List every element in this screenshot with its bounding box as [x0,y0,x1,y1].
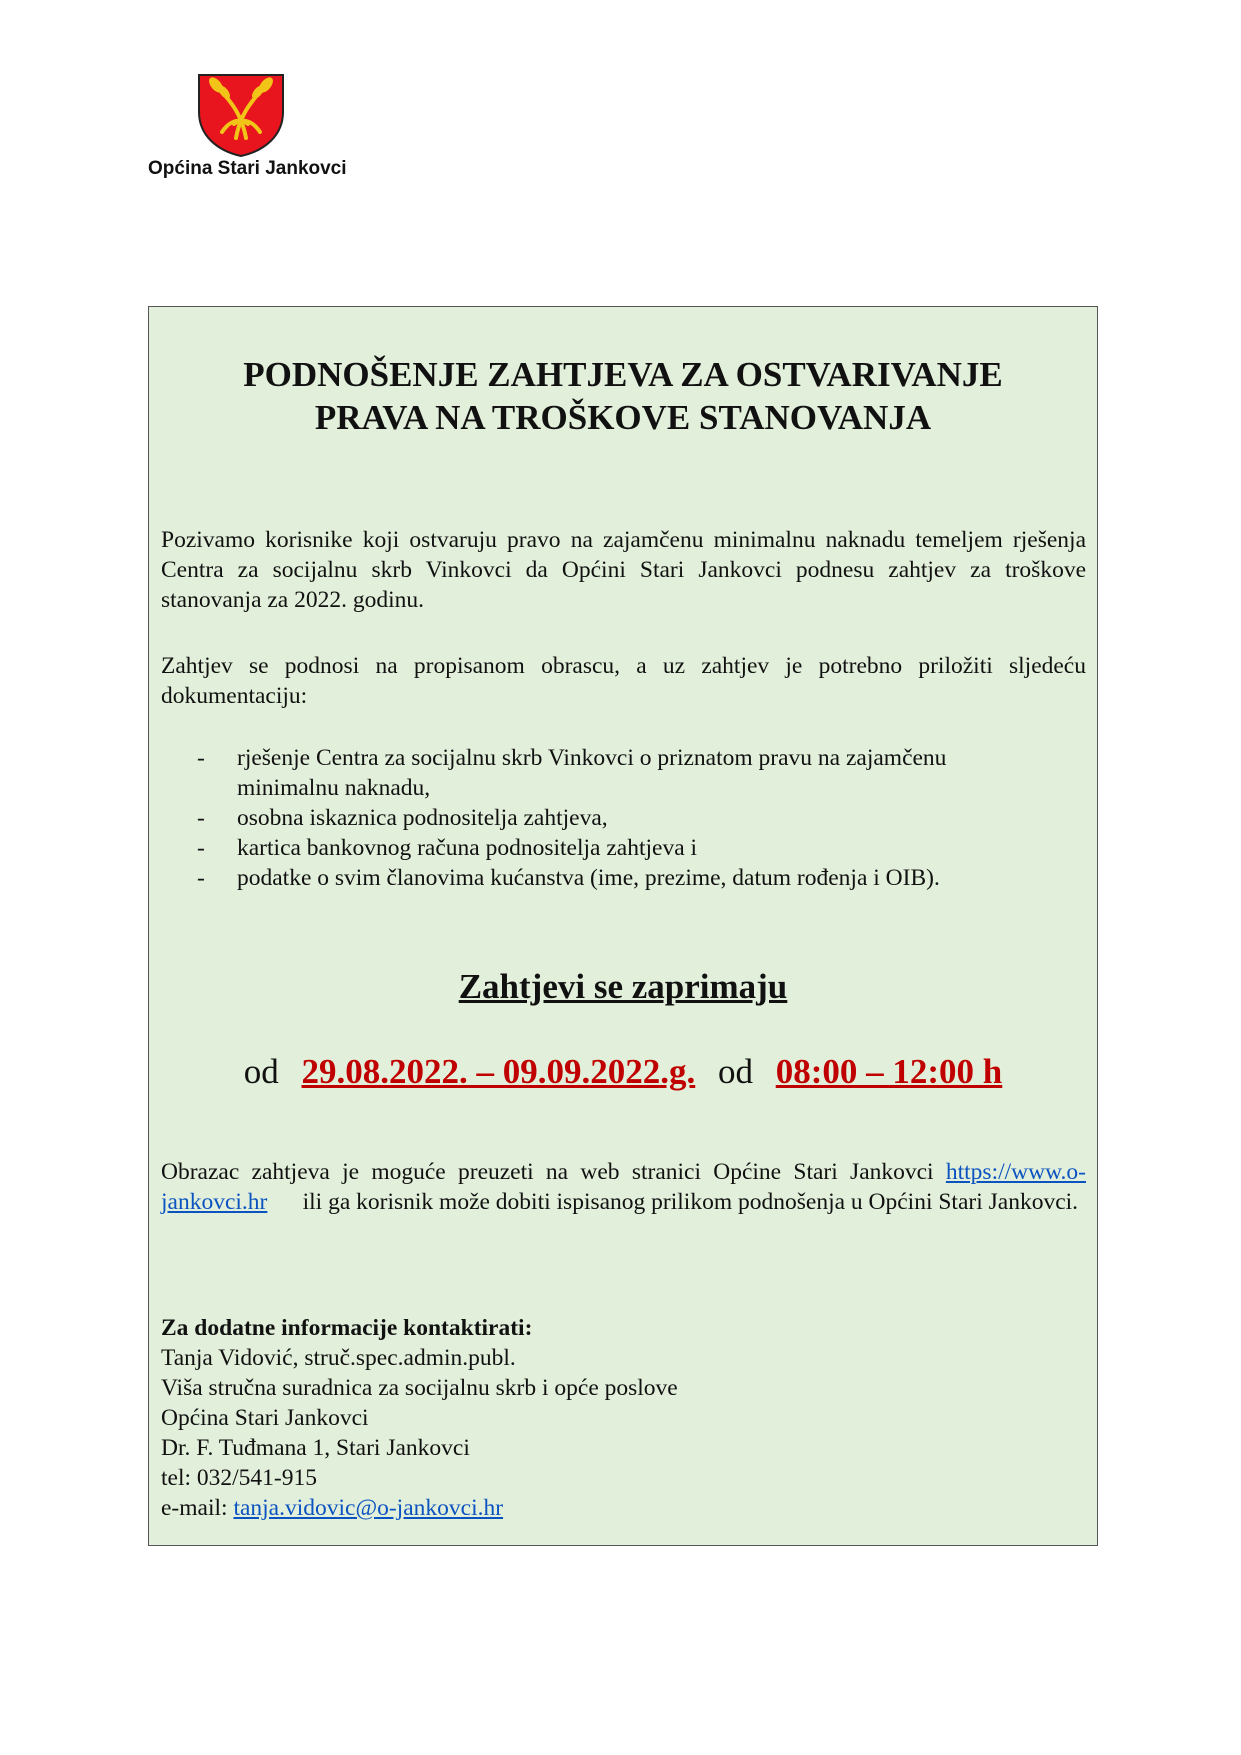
date-range-value: 29.08.2022. – 09.09.2022.g. [301,1052,696,1091]
contact-office: Općina Stari Jankovci [161,1405,369,1431]
documents-intro-paragraph: Zahtjev se podnosi na propisanom obrascu, a uz zahtjev je potrebno priložiti sljedeću dokumentaciju: [161,653,1086,709]
notice-title [149,353,1097,439]
list-item: - rješenje Centra za socijalnu skrb Vinkovci o priznatom pravu na zajamčenu minimalnu naknadu, [197,745,947,801]
date-prefix: od [243,1052,279,1091]
hours-value: 08:00 – 12:00 h [775,1052,1003,1091]
contact-name: Tanja Vidović, struč.spec.admin.publ. [161,1345,516,1371]
list-item: - podatke o svim članovima kućanstva (ime, prezime, datum rođenja i OIB). [197,865,940,891]
receive-heading: Zahtjevi se zaprimaju [458,967,788,1006]
email-label: e-mail: [161,1495,228,1521]
intro-paragraph: Pozivamo korisnike koji ostvaruju pravo na zajamčenu minimalnu naknadu temeljem rješenja Centra za socijalnu skrb Vinkovci da Općini Stari Jankovci podnesu zahtjev za troškove stanovanja za 2022. godinu. [161,527,1086,613]
list-bullet: - [197,745,205,771]
list-item: - osobna iskaznica podnositelja zahtjeva, [197,805,608,831]
hours-prefix: od [717,1052,753,1091]
list-bullet: - [197,865,205,891]
contact-address: Dr. F. Tuđmana 1, Stari Jankovci [161,1435,470,1461]
contact-heading: Za dodatne informacije kontaktirati: [161,1315,533,1341]
organization-name: Općina Stari Jankovci [148,158,347,179]
date-range [149,1052,1097,1092]
documents-list [197,743,1027,893]
website-link[interactable]: https://www.o-jankovci.hr [161,1159,1087,1215]
coat-of-arms-icon [196,72,286,158]
contact-phone: tel: 032/541-915 [161,1465,317,1491]
contact-block [161,1313,1086,1523]
list-item: - kartica bankovnog računa podnositelja zahtjeva i [197,835,698,861]
contact-email-row [161,1493,1086,1523]
contact-role: Viša stručna suradnica za socijalnu skrb i opće poslove [161,1375,678,1401]
notice-title-line-1: PODNOŠENJE ZAHTJEVA ZA OSTVARIVANJE [243,355,1003,394]
list-bullet: - [197,835,205,861]
list-bullet: - [197,805,205,831]
download-paragraph: Obrazac zahtjeva je moguće preuzeti na web stranici Općine Stari Jankovci https://www.o-jankovci.hr ili ga korisnik može dobiti ispisanog prilikom podnošenja u Općini Stari Jankovci. [161,1159,1087,1215]
notice-box [148,306,1098,1546]
email-link[interactable]: tanja.vidovic@o-jankovci.hr [233,1495,504,1521]
notice-title-line-2: PRAVA NA TROŠKOVE STANOVANJA [314,398,932,437]
